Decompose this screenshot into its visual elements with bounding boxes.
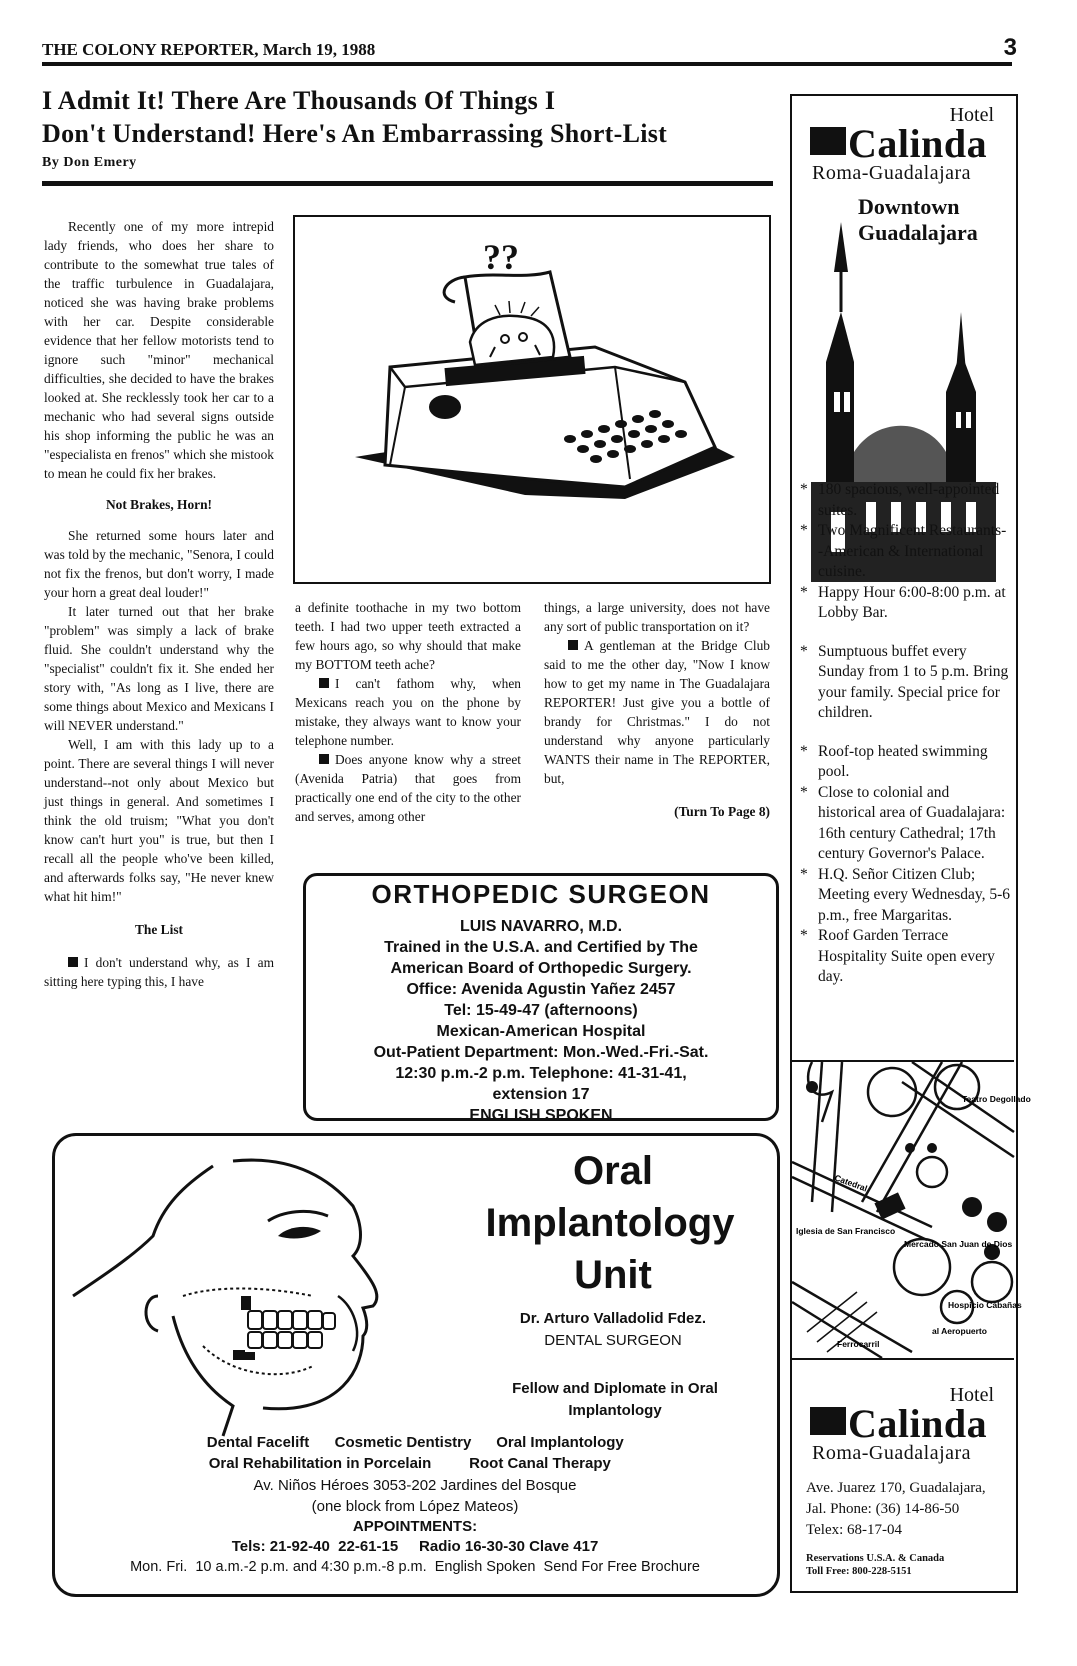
paragraph: a definite toothache in my two bottom teeth. I had two upper teeth extracted a few hours ago, so why should that make my BOTTOM teeth ache? (295, 600, 521, 672)
amenity: * Happy Hour 6:00-8:00 p.m. at Lobby Bar. (800, 583, 1010, 624)
headline-line-1: I Admit It! There Are Thousands Of Things I (42, 86, 556, 115)
phone: Jal. Phone: (36) 14-86-50 (806, 1501, 960, 1517)
service: Dental Facelift (206, 1434, 310, 1451)
quality-logo-icon (810, 127, 846, 155)
hotel-word: Hotel (949, 1384, 994, 1406)
list-item: A gentleman at the Bridge Club said to me the other day, "Now I know how to get my name in The Guadalajara REPORTER! Just give you a bottle of brandy for Christmas." I do not understand why anyone particularly WANTS their name in The REPORTER, but, (544, 638, 770, 786)
hotel-calinda-ad (790, 94, 1031, 1593)
reservations-line: Reservations U.S.A. & Canada (806, 1553, 945, 1564)
hotel-contact (806, 1478, 1012, 1541)
map-label: al Aeropuerto (932, 1326, 987, 1336)
address-note: (one block from López Mateos) (311, 1498, 519, 1515)
address: Av. Niños Héroes 3053-202 Jardines del Bosque (253, 1477, 577, 1494)
map-label: Ferrocarril (837, 1339, 880, 1349)
hotel-word: Hotel (949, 104, 994, 126)
cartoon-caption: ?? (483, 237, 519, 277)
bullet-square-icon (319, 678, 329, 688)
map-label: Iglesia de San Francisco (796, 1226, 896, 1236)
article-column-1 (44, 217, 274, 991)
service: Root Canal Therapy (469, 1455, 611, 1472)
headline-line-2: Don't Understand! Here's An Embarrassing Short-List (42, 119, 668, 148)
phones: Tels: 21-92-40 22-61-15 Radio 16-30-30 Clave 417 (231, 1538, 599, 1555)
map-label: Mercado San Juan de Dios (904, 1239, 1013, 1249)
amenity: * Roof Garden Terrace Hospitality Suite open every day. (800, 926, 1010, 988)
ad-title: Oral (572, 1149, 654, 1193)
subhead: The List (135, 922, 183, 937)
doctor-name: Dr. Arturo Valladolid Fdez. (519, 1310, 707, 1327)
subhead: Not Brakes, Horn! (105, 497, 212, 512)
doctor-name: LUIS NAVARRO, M.D. (459, 918, 623, 935)
bullet-square-icon (319, 754, 329, 764)
amenity: * Sumptuous buffet every Sunday from 1 to 5 p.m. Bring your family. Special price for children. (800, 642, 1010, 724)
list-item: Does anyone know why a street (Avenida Patria) that goes from practically one end of the city to the other and serves, among other (295, 752, 521, 824)
headline-rule (42, 181, 773, 186)
paragraph: She returned some hours later and was told by the mechanic, "Senora, I could not fix the frenos, but don't worry, I made your horn a great deal louder!" (44, 528, 274, 600)
masthead-rule (42, 62, 1012, 66)
credentials: Fellow and Diplomate in Oral (512, 1380, 718, 1397)
quality-logo-icon (810, 1407, 846, 1435)
oral-implantology-ad (52, 1133, 780, 1597)
address: Ave. Juarez 170, Guadalajara, (806, 1480, 986, 1496)
bullet-square-icon (68, 957, 78, 967)
ad-line: Out-Patient Department: Mon.-Wed.-Fri.-Sat. (373, 1044, 709, 1061)
appointments-label: APPOINTMENTS: (352, 1518, 478, 1535)
ad-line: extension 17 (492, 1086, 590, 1103)
paragraph: Recently one of my more intrepid lady friends, who does her share to contribute to the somewhat true tales of the traffic turbulence in Guadalajara, noticed she was having brake problems with her car. Despite considerable evidence that her fellow motorists tend to ignore such "minor" mechanical difficulties, she decided to have the brakes looked at. She recklessly took her car to a mechanic who had several signs outside his shop informing the public he was an "especialista en frenos" which she mistook to mean he could fix her brakes. (44, 219, 274, 481)
amenities-list (800, 480, 1010, 988)
credentials: Implantology (568, 1402, 662, 1419)
amenity: * Close to colonial and historical area of Guadalajara: 16th century Cathedral; 17th century Governor's Palace. (800, 783, 1010, 865)
doctor-role: DENTAL SURGEON (544, 1332, 682, 1349)
paragraph: It later turned out that her brake "problem" was simply a lack of brake fluid. She couldn't understand why the "specialist" couldn't fix it. She ended her story with, "As long as I live, there are some things about Mexico and Mexicans I will NEVER understand." (44, 604, 274, 733)
article-headline (42, 84, 762, 150)
page-number: 3 (1003, 34, 1017, 61)
typewriter-cartoon-icon (295, 217, 769, 582)
downtown-label: Downtown (858, 194, 960, 219)
ad-line: ENGLISH SPOKEN (469, 1107, 613, 1124)
list-item: I can't fathom why, when Mexicans reach you on the phone by mistake, they always want to know your telephone number. (295, 676, 521, 748)
cartoon-frame (293, 215, 771, 584)
ad-line: 12:30 p.m.-2 p.m. Telephone: 41-31-41, (395, 1065, 687, 1082)
service: Oral Implantology (496, 1434, 624, 1451)
ad-line: American Board of Orthopedic Surgery. (390, 960, 692, 977)
office-address: Office: Avenida Agustin Yañez 2457 (406, 981, 676, 998)
ad-title: ORTHOPEDIC SURGEON (371, 879, 711, 909)
list-item: I don't understand why, as I am sitting here typing this, I have (44, 955, 274, 989)
continued-on-page: (Turn To Page 8) (674, 804, 770, 819)
hours: Mon. Fri. 10 a.m.-2 p.m. and 4:30 p.m.-8 p.m. English Spoken Send For Free Brochure (130, 1559, 700, 1575)
ad-title: Unit (574, 1253, 652, 1297)
paragraph: Well, I am with this lady up to a point. There are several things I will never understand--not only about Mexico but just things in general. And sometimes I think the old truism; "What you don't know can't hurt you" is true, but then I recall all the people who've been killed, and afterwards folks say, "He never knew what hit him!" (44, 737, 274, 904)
downtown-label: Guadalajara (858, 220, 978, 245)
ad-line: Trained in the U.S.A. and Certified by The (384, 939, 698, 956)
location-map (792, 1060, 1031, 1360)
hotel-name: Calinda (810, 1400, 987, 1447)
hotel-subtitle: Roma-Guadalajara (812, 162, 972, 184)
paper-name-date: THE COLONY REPORTER, March 19, 1988 (42, 40, 376, 59)
map-label: Hospicio Cabañas (948, 1300, 1022, 1310)
byline: By Don Emery (42, 155, 137, 170)
reservations-line: Toll Free: 800-228-5151 (806, 1566, 912, 1577)
ad-title: Implantology (485, 1201, 735, 1245)
telex: Telex: 68-17-04 (806, 1522, 903, 1538)
face-profile-icon (63, 1146, 463, 1446)
street-map-icon (792, 1062, 1031, 1358)
bullet-square-icon (568, 640, 578, 650)
amenity: * Roof-top heated swimming pool. (800, 742, 1010, 783)
amenity: * H.Q. Señor Citizen Club; Meeting every Wednesday, 5-6 p.m., free Margaritas. (800, 865, 1010, 927)
service: Oral Rehabilitation in Porcelain (208, 1455, 432, 1472)
article-column-2 (295, 598, 521, 826)
article-column-3 (544, 598, 770, 821)
amenity: * Two Magnificent Restaurants--American & International cuisine. (800, 521, 1010, 583)
amenity: * 180 spacious, well-appointed suites. (800, 480, 1010, 521)
paragraph: things, a large university, does not have any sort of public transportation on it? (544, 600, 770, 634)
reservations (806, 1552, 944, 1578)
phone: Tel: 15-49-47 (afternoons) (444, 1002, 638, 1019)
hotel-name: Calinda (810, 120, 987, 167)
hospital: Mexican-American Hospital (436, 1023, 646, 1040)
map-label: Catedral (833, 1172, 869, 1194)
hotel-subtitle: Roma-Guadalajara (812, 1442, 972, 1464)
orthopedic-surgeon-ad (303, 873, 779, 1124)
map-label: Teatro Degollado (962, 1094, 1031, 1104)
service: Cosmetic Dentistry (334, 1434, 472, 1451)
